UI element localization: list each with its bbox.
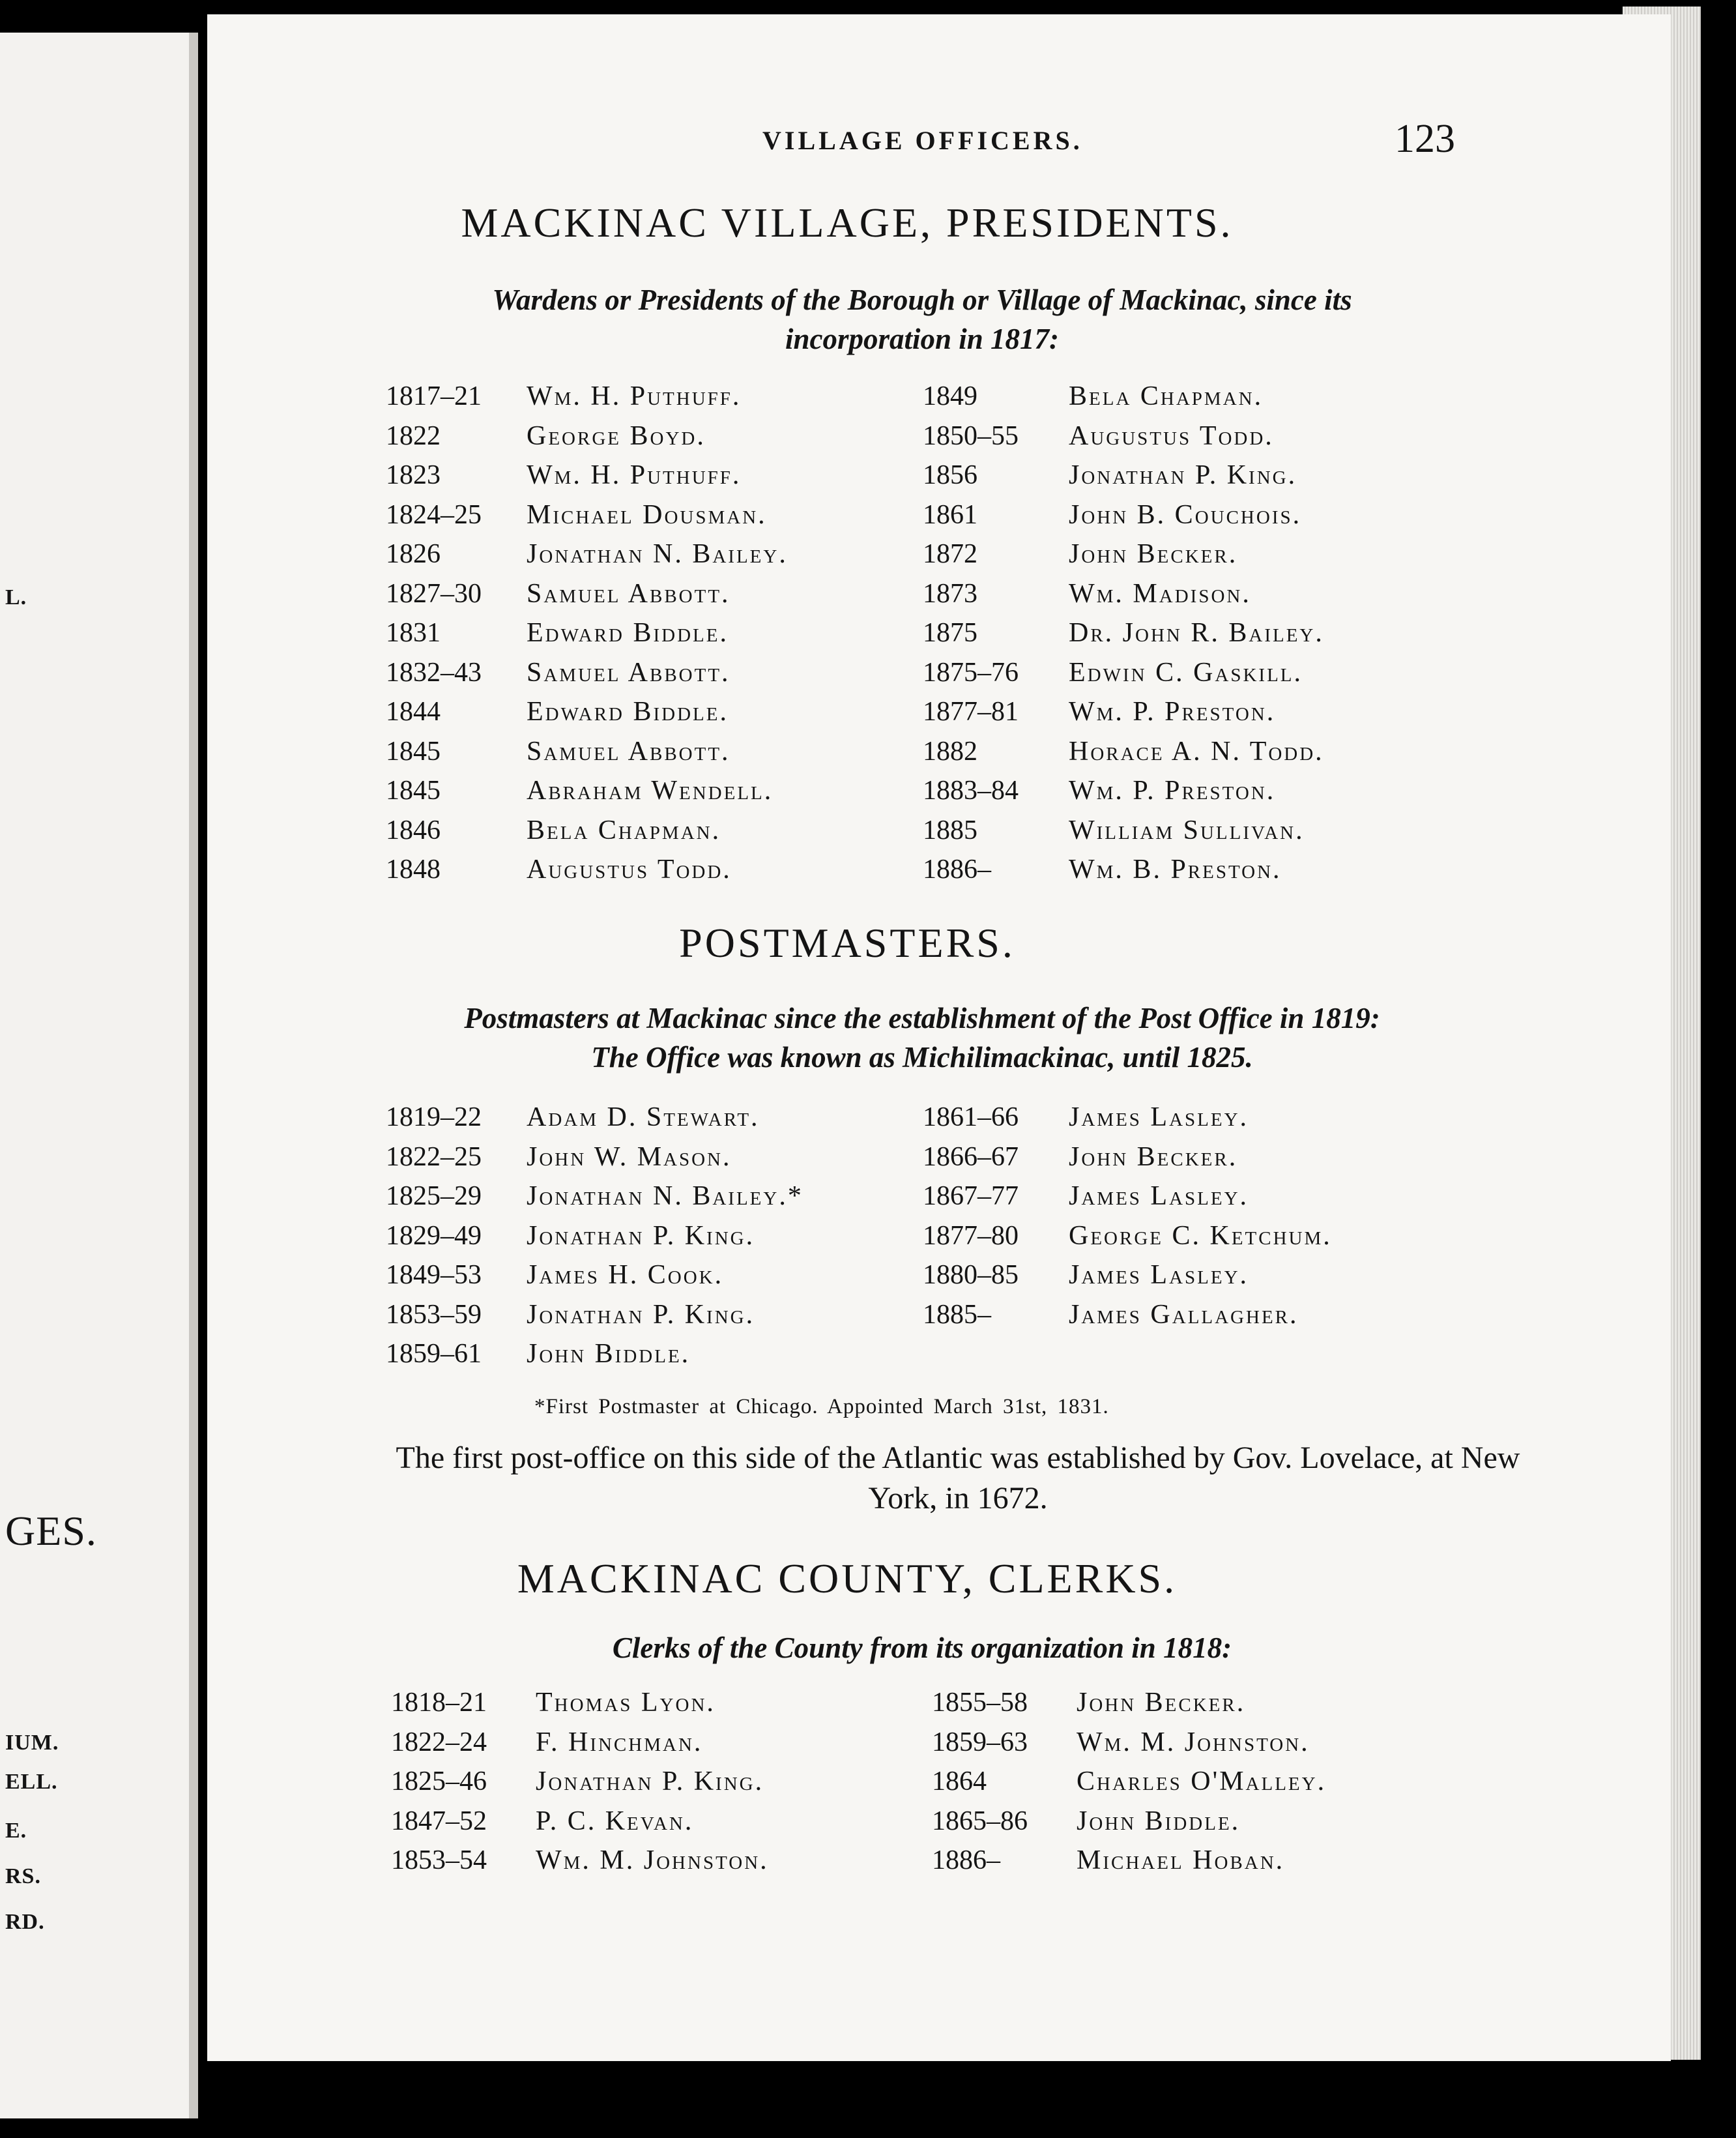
entry-year: 1846 [386, 815, 441, 845]
facing-page-fragment: IUM. [5, 1731, 59, 1755]
entry-year: 1882 [923, 736, 977, 767]
entry-year: 1859–61 [386, 1339, 482, 1369]
page-number: 123 [1395, 117, 1455, 161]
entry-name: James H. Cook. [527, 1260, 724, 1290]
entry-year: 1849 [923, 381, 977, 411]
entry-name: George C. Ketchum. [1069, 1220, 1332, 1251]
entry-name: James Gallagher. [1069, 1299, 1299, 1330]
entry-year: 1877–81 [923, 697, 1019, 727]
entry-name: Dr. John R. Bailey. [1069, 618, 1324, 648]
entry-name: William Sullivan. [1069, 815, 1305, 845]
entry-year: 1875–76 [923, 657, 1019, 688]
entry-year: 1822–25 [386, 1141, 482, 1172]
entry-year: 1875 [923, 618, 977, 648]
entry-year: 1825–29 [386, 1181, 482, 1211]
facing-page-fragment: ELL. [5, 1770, 58, 1794]
entry-name: George Boyd. [527, 420, 706, 451]
entry-year: 1866–67 [923, 1141, 1019, 1172]
facing-page [0, 33, 198, 2118]
entry-year: 1877–80 [923, 1220, 1019, 1251]
entry-name: Jonathan P. King. [536, 1766, 764, 1796]
entry-name: Samuel Abbott. [527, 657, 731, 688]
entry-name: Michael Dousman. [527, 499, 767, 530]
entry-name: Wm. B. Preston. [1069, 855, 1282, 885]
entry-name: Wm. M. Johnston. [1077, 1727, 1310, 1757]
entry-name: Horace A. N. Todd. [1069, 736, 1324, 767]
entry-name: James Lasley. [1069, 1181, 1249, 1211]
entry-year: 1853–54 [391, 1845, 487, 1875]
entry-year: 1818–21 [391, 1688, 487, 1718]
entry-year: 1817–21 [386, 381, 482, 411]
entry-name: Michael Hoban. [1077, 1845, 1285, 1875]
entry-name: James Lasley. [1069, 1260, 1249, 1290]
entry-name: F. Hinchman. [536, 1727, 703, 1757]
entry-year: 1848 [386, 855, 441, 885]
entry-year: 1873 [923, 578, 977, 609]
entry-year: 1822–24 [391, 1727, 487, 1757]
entry-name: John Becker. [1069, 1141, 1238, 1172]
clerks-subtitle: Clerks of the County from its organization in 1818: [612, 1632, 1232, 1664]
entry-name: John Biddle. [527, 1339, 691, 1369]
entry-name: Wm. Madison. [1069, 578, 1251, 609]
entry-year: 1864 [932, 1766, 987, 1796]
entry-name: James Lasley. [1069, 1102, 1249, 1132]
postmasters-title: POSTMASTERS. [679, 920, 1015, 966]
entry-year: 1850–55 [923, 420, 1019, 451]
footnote: *First Postmaster at Chicago. Appointed March 31st, 1831. [534, 1395, 1109, 1418]
running-head: VILLAGE OFFICERS. [762, 126, 1083, 155]
entry-name: Charles O'Malley. [1077, 1766, 1327, 1796]
facing-page-fragment: L. [5, 585, 27, 609]
presidents-subtitle-line-2: incorporation in 1817: [785, 323, 1060, 355]
entry-name: John Becker. [1069, 539, 1238, 569]
entry-name: Bela Chapman. [527, 815, 721, 845]
entry-year: 1844 [386, 697, 441, 727]
entry-name: John W. Mason. [527, 1141, 732, 1172]
entry-name: Jonathan P. King. [527, 1299, 755, 1330]
entry-year: 1861 [923, 499, 977, 530]
entry-year: 1845 [386, 776, 441, 806]
entry-year: 1865–86 [932, 1806, 1028, 1836]
entry-year: 1819–22 [386, 1102, 482, 1132]
entry-name: Wm. M. Johnston. [536, 1845, 769, 1875]
entry-name: Bela Chapman. [1069, 381, 1264, 411]
entry-year: 1856 [923, 460, 977, 490]
entry-year: 1859–63 [932, 1727, 1028, 1757]
entry-name: Edwin C. Gaskill. [1069, 657, 1303, 688]
entry-year: 1824–25 [386, 499, 482, 530]
entry-name: John Biddle. [1077, 1806, 1241, 1836]
facing-page-fragment: E. [5, 1819, 27, 1843]
entry-name: Thomas Lyon. [536, 1688, 716, 1718]
entry-name: Wm. P. Preston. [1069, 697, 1276, 727]
entry-name: Edward Biddle. [527, 618, 729, 648]
entry-name: Adam D. Stewart. [527, 1102, 760, 1132]
entry-year: 1853–59 [386, 1299, 482, 1330]
facing-page-fragment: RS. [5, 1864, 41, 1888]
entry-name: Jonathan N. Bailey. [527, 539, 788, 569]
entry-year: 1886– [932, 1845, 1000, 1875]
entry-year: 1831 [386, 618, 441, 648]
entry-year: 1886– [923, 855, 991, 885]
entry-year: 1825–46 [391, 1766, 487, 1796]
entry-year: 1826 [386, 539, 441, 569]
entry-name: Jonathan P. King. [1069, 460, 1297, 490]
entry-year: 1822 [386, 420, 441, 451]
entry-name: Augustus Todd. [1069, 420, 1274, 451]
entry-year: 1872 [923, 539, 977, 569]
postmasters-subtitle-line-1: Postmasters at Mackinac since the establishment of the Post Office in 1819: [464, 1002, 1380, 1034]
presidents-subtitle-line-1: Wardens or Presidents of the Borough or Village of Mackinac, since its [492, 284, 1352, 316]
entry-name: Edward Biddle. [527, 697, 729, 727]
entry-year: 1832–43 [386, 657, 482, 688]
entry-year: 1880–85 [923, 1260, 1019, 1290]
entry-name: John Becker. [1077, 1688, 1246, 1718]
entry-year: 1885 [923, 815, 977, 845]
entry-name: Jonathan P. King. [527, 1220, 755, 1251]
entry-year: 1855–58 [932, 1688, 1028, 1718]
clerks-title: MACKINAC COUNTY, CLERKS. [517, 1555, 1178, 1602]
entry-name: Samuel Abbott. [527, 736, 731, 767]
entry-year: 1849–53 [386, 1260, 482, 1290]
entry-name: Samuel Abbott. [527, 578, 731, 609]
entry-year: 1861–66 [923, 1102, 1019, 1132]
entry-name: Wm. H. Puthuff. [527, 381, 742, 411]
facing-page-fragment: GES. [5, 1508, 97, 1554]
entry-year: 1827–30 [386, 578, 482, 609]
entry-name: Jonathan N. Bailey.* [527, 1181, 803, 1211]
entry-name: Augustus Todd. [527, 855, 732, 885]
entry-year: 1847–52 [391, 1806, 487, 1836]
entry-year: 1867–77 [923, 1181, 1019, 1211]
entry-name: Wm. P. Preston. [1069, 776, 1276, 806]
entry-year: 1885– [923, 1299, 991, 1330]
post-office-note: The first post-office on this side of the Atlantic was established by Gov. Lovelace, at New York, in 1672. [396, 1441, 1520, 1516]
entry-name: Wm. H. Puthuff. [527, 460, 742, 490]
entry-name: Abraham Wendell. [527, 776, 774, 806]
facing-page-fragment: RD. [5, 1910, 45, 1934]
entry-name: P. C. Kevan. [536, 1806, 694, 1836]
entry-year: 1829–49 [386, 1220, 482, 1251]
entry-name: John B. Couchois. [1069, 499, 1302, 530]
entry-year: 1823 [386, 460, 441, 490]
postmasters-subtitle-line-2: The Office was known as Michilimackinac, until 1825. [591, 1041, 1253, 1074]
entry-year: 1845 [386, 736, 441, 767]
entry-year: 1883–84 [923, 776, 1019, 806]
presidents-title: MACKINAC VILLAGE, PRESIDENTS. [461, 199, 1234, 246]
